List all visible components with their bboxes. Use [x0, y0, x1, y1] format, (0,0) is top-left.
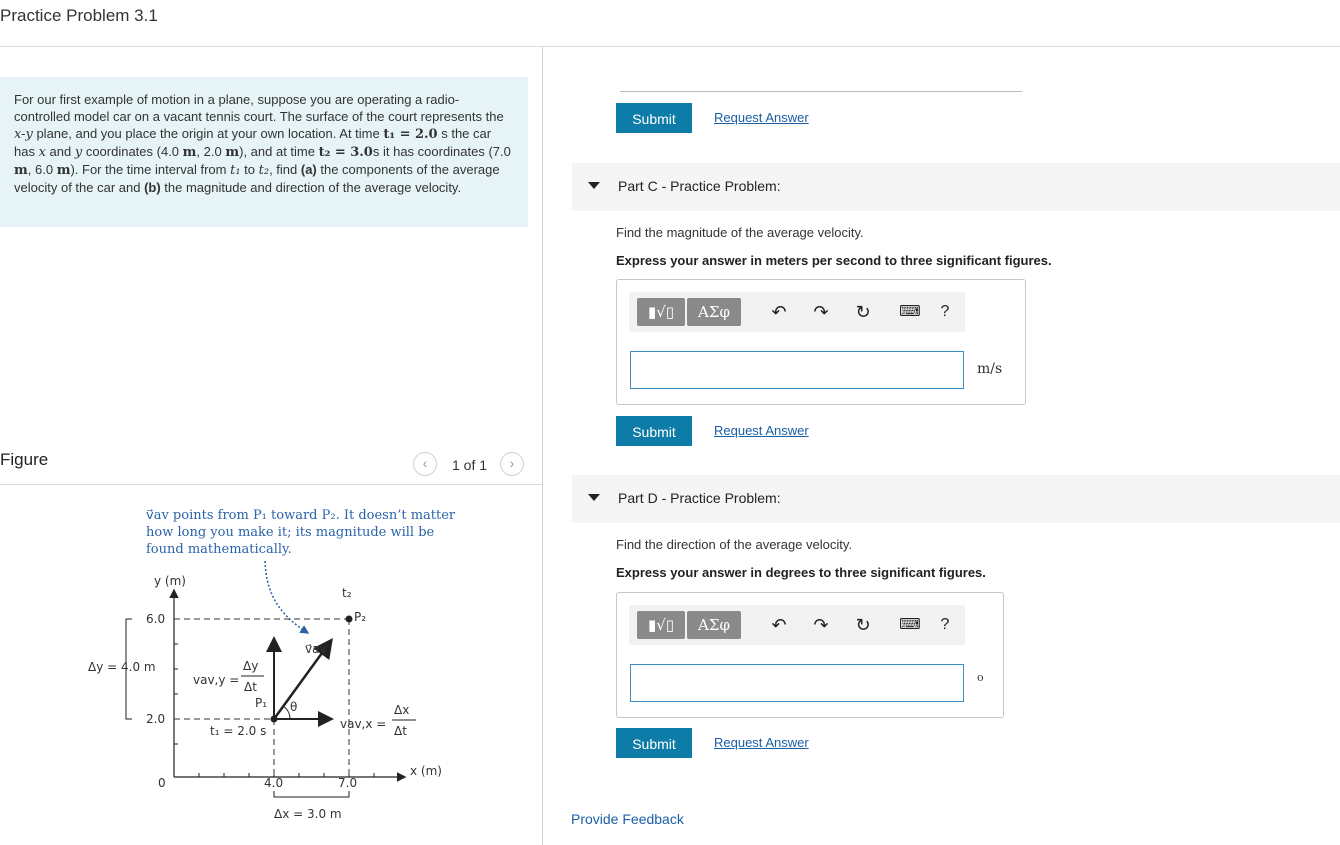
x-tick-label: 7.0 — [338, 776, 358, 790]
math-unit: m — [56, 163, 71, 178]
part-c-request-answer-link[interactable]: Request Answer — [714, 423, 809, 438]
problem-text: For our first example of motion in a plane, suppose you are operating a radio-controlled model car on a vacant tennis court. The surface of the court represents the — [14, 92, 504, 124]
figure-next-button[interactable] — [500, 452, 524, 476]
t1-label: t₁ = 2.0 s — [210, 724, 267, 738]
math-var: t₂ — [258, 163, 270, 178]
part-d-math-toolbar — [629, 605, 965, 645]
figure-diagram — [80, 495, 480, 830]
part-c-question: Find the magnitude of the average velocity. — [616, 225, 864, 240]
templates-button[interactable]: ▮√▯ — [637, 298, 685, 326]
part-marker: (a) — [300, 162, 317, 177]
problem-text: , 6.0 — [27, 162, 57, 177]
vavx-label: vav,x = — [340, 717, 387, 731]
figure-caption-line: v⃗av points from P₁ toward P₂. It doesn’t matter — [146, 508, 456, 523]
part-c-math-toolbar — [629, 292, 965, 332]
redo-icon[interactable]: ↷ — [813, 615, 829, 635]
figure-prev-button[interactable] — [413, 452, 437, 476]
part-c-submit-button[interactable]: Submit — [616, 416, 692, 446]
caret-down-icon — [588, 182, 600, 189]
problem-text: ), and at time — [239, 144, 319, 159]
vavx-numerator: Δx — [394, 703, 410, 717]
figure-title: Figure — [0, 450, 49, 469]
problem-text: to — [240, 162, 259, 177]
t2-label: t₂ — [342, 586, 352, 600]
reset-icon[interactable]: ↻ — [855, 302, 871, 322]
y-tick-label: 6.0 — [146, 612, 166, 626]
keyboard-icon[interactable]: ⌨ — [899, 616, 921, 633]
templates-button[interactable]: ▮√▯ — [637, 611, 685, 639]
undo-icon[interactable]: ↶ — [771, 302, 787, 322]
problem-text: plane, and you place the origin at your own location. At time — [32, 126, 384, 141]
vavy-label: vav,y = — [193, 673, 240, 687]
undo-icon[interactable]: ↶ — [771, 615, 787, 635]
y-axis-label: y (m) — [154, 574, 186, 588]
symbols-button[interactable]: ΑΣφ — [687, 298, 741, 326]
part-c-unit: m/s — [977, 361, 1003, 377]
math-unit: m — [182, 145, 197, 160]
problem-text: the magnitude and direction of the average velocity. — [160, 180, 462, 195]
problem-text: s the car has — [14, 126, 492, 159]
part-c-answer-panel — [616, 279, 1026, 405]
math-var: t₁ = 2.0 — [383, 127, 438, 142]
part-d-question: Find the direction of the average velocity. — [616, 537, 853, 552]
math-var: x-y — [14, 127, 33, 142]
x-axis-label: x (m) — [410, 764, 442, 778]
chevron-left-icon: ‹ — [422, 455, 428, 471]
y-tick-label: 2.0 — [146, 712, 166, 726]
problem-text: , find — [269, 162, 301, 177]
math-var: t₁ — [230, 163, 241, 178]
problem-text: s it has coordinates (7.0 — [372, 144, 511, 159]
help-button[interactable]: ? — [940, 616, 950, 633]
part-d-answer-panel — [616, 592, 1004, 718]
part-c-title: Part C - Practice Problem: — [618, 178, 781, 194]
part-d-instruction: Express your answer in degrees to three significant figures. — [616, 565, 986, 580]
part-b-submit-button[interactable]: Submit — [616, 103, 692, 133]
part-d-header[interactable] — [572, 475, 1340, 523]
part-marker: (b) — [144, 180, 161, 195]
problem-text: and — [45, 144, 75, 159]
help-button[interactable]: ? — [940, 303, 950, 320]
p1-label: P₁ — [255, 696, 268, 710]
part-c-instruction: Express your answer in meters per second to three significant figures. — [616, 253, 1052, 268]
figure-caption-line: found mathematically. — [146, 542, 292, 557]
part-d-unit: o — [977, 671, 984, 684]
part-d-submit-button[interactable]: Submit — [616, 728, 692, 758]
theta-label: θ — [290, 700, 298, 714]
part-c-answer-input[interactable] — [630, 351, 964, 389]
figure-divider — [0, 484, 542, 485]
caption-pointer — [265, 561, 308, 633]
math-unit: m — [225, 145, 240, 160]
part-d-request-answer-link[interactable]: Request Answer — [714, 735, 809, 750]
problem-text: , 2.0 — [196, 144, 226, 159]
p2-label: P₂ — [354, 610, 367, 624]
dy-label: Δy = 4.0 m — [88, 660, 156, 674]
problem-statement — [0, 77, 528, 227]
part-d-title: Part D - Practice Problem: — [618, 490, 781, 506]
math-var: x — [38, 145, 46, 160]
header-divider — [0, 46, 1340, 47]
part-b-answer-rule — [620, 91, 1022, 92]
problem-text: ). For the time interval from — [70, 162, 231, 177]
symbols-button[interactable]: ΑΣφ — [687, 611, 741, 639]
reset-icon[interactable]: ↻ — [855, 615, 871, 635]
chevron-right-icon: › — [509, 455, 515, 471]
dx-label: Δx = 3.0 m — [274, 807, 342, 821]
figure-caption-line: how long you make it; its magnitude will be — [146, 525, 435, 540]
part-d-answer-input[interactable] — [630, 664, 964, 702]
vavy-numerator: Δy — [243, 659, 259, 673]
problem-text: the components of the average velocity of the car and — [14, 162, 500, 195]
y-ticks — [174, 619, 178, 744]
figure-page-counter: 1 of 1 — [452, 457, 488, 473]
problem-text: coordinates (4.0 — [82, 144, 183, 159]
column-divider — [542, 47, 543, 845]
p1-point — [271, 716, 278, 723]
vavy-denominator: Δt — [244, 680, 257, 694]
x-tick-label: 4.0 — [264, 776, 284, 790]
math-var: y — [74, 145, 83, 160]
origin-label: 0 — [158, 776, 166, 790]
redo-icon[interactable]: ↷ — [813, 302, 829, 322]
part-b-request-answer-link[interactable]: Request Answer — [714, 110, 809, 125]
vavx-denominator: Δt — [394, 724, 407, 738]
math-var: t₂ = 3.0 — [318, 145, 373, 160]
p2-point — [346, 616, 353, 623]
theta-arc — [283, 706, 290, 719]
keyboard-icon[interactable]: ⌨ — [899, 303, 921, 320]
provide-feedback-link[interactable]: Provide Feedback — [571, 811, 684, 827]
part-c-header[interactable] — [572, 163, 1340, 211]
math-unit: m — [14, 163, 28, 178]
page-title: Practice Problem 3.1 — [0, 6, 158, 25]
vav-label: v⃗av — [305, 642, 327, 656]
caret-down-icon — [588, 494, 600, 501]
dx-bracket — [274, 791, 349, 797]
